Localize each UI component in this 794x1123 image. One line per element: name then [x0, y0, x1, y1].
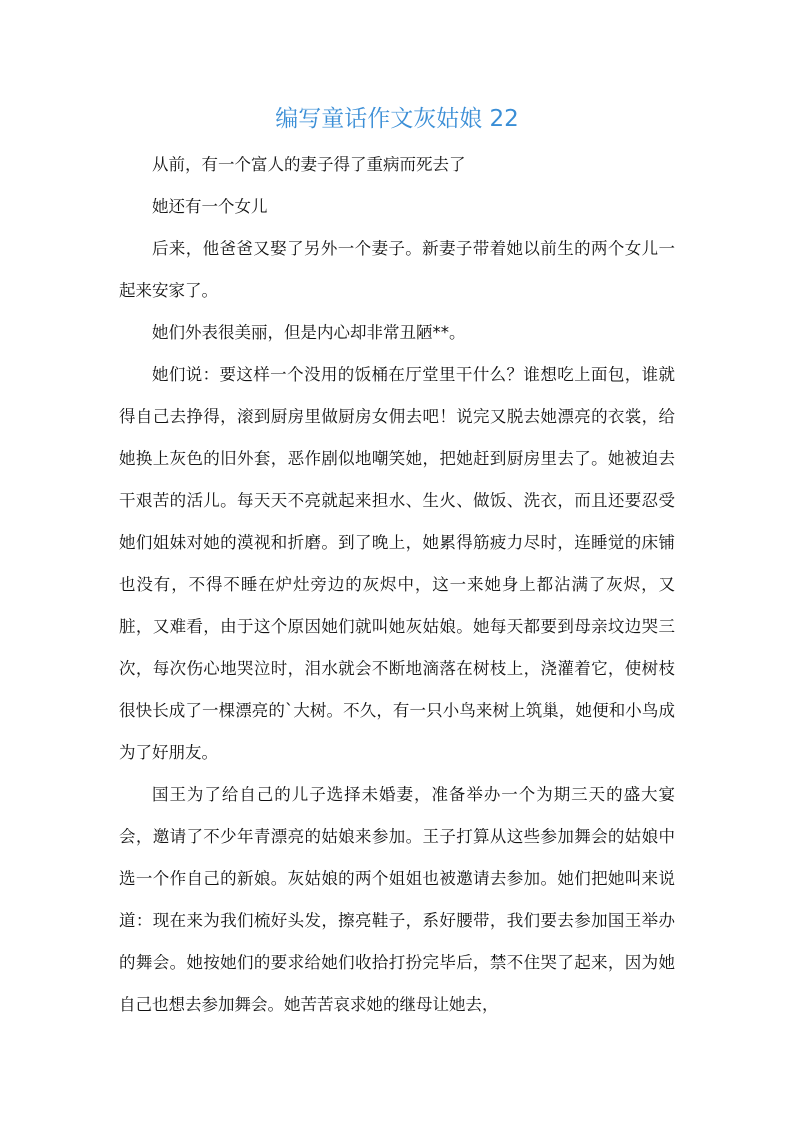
document-body: [119, 144, 675, 1026]
paragraph-2: 她还有一个女儿: [152, 197, 268, 216]
paragraph-6: 国王为了给自己的儿子选择未婚妻，准备举办一个为期三天的盛大宴会，邀请了不少年青漂亮的姑娘来参加。王子打算从这些参加舞会的姑娘中选一个作自己的新娘。灰姑娘的两个姐姐也被邀请去参加。她们把她叫来说道：现在来为我们梳好头发，擦亮鞋子，系好腰带，我们要去参加国王举办的舞会。她按她们的要求给她们收拾打扮完毕后，禁不住哭了起来，因为她自己也想去参加舞会。她苦苦哀求她的继母让她去，: [119, 785, 675, 1014]
paragraph-1: 从前，有一个富人的妻子得了重病而死去了: [152, 155, 466, 174]
paragraph-4: 她们外表很美丽，但是内心却非常丑陋**。: [152, 323, 466, 342]
document-title: 编写童话作文灰姑娘 22: [275, 106, 519, 132]
paragraph-5: 她们说：要这样一个没用的饭桶在厅堂里干什么？谁想吃上面包，谁就得自己去挣得，滚到厨房里做厨房女佣去吧！说完又脱去她漂亮的衣裳，给她换上灰色的旧外套，恶作剧似地嘲笑她，把她赶到厨房里去了。她被迫去干艰苦的活儿。每天天不亮就起来担水、生火、做饭、洗衣，而且还要忍受她们姐妹对她的漠视和折磨。到了晚上，她累得筋疲力尽时，连睡觉的床铺也没有，不得不睡在炉灶旁边的灰烬中，这一来她身上都沾满了灰烬，又脏，又难看，由于这个原因她们就叫她灰姑娘。她每天都要到母亲坟边哭三次，每次伤心地哭泣时，泪水就会不断地滴落在树枝上，浇灌着它，使树枝很快长成了一棵漂亮的`大树。不久，有一只小鸟来树上筑巢，她便和小鸟成为了好朋友。: [119, 365, 675, 762]
paragraph-3: 后来，他爸爸又娶了另外一个妻子。新妻子带着她以前生的两个女儿一起来安家了。: [119, 239, 675, 300]
